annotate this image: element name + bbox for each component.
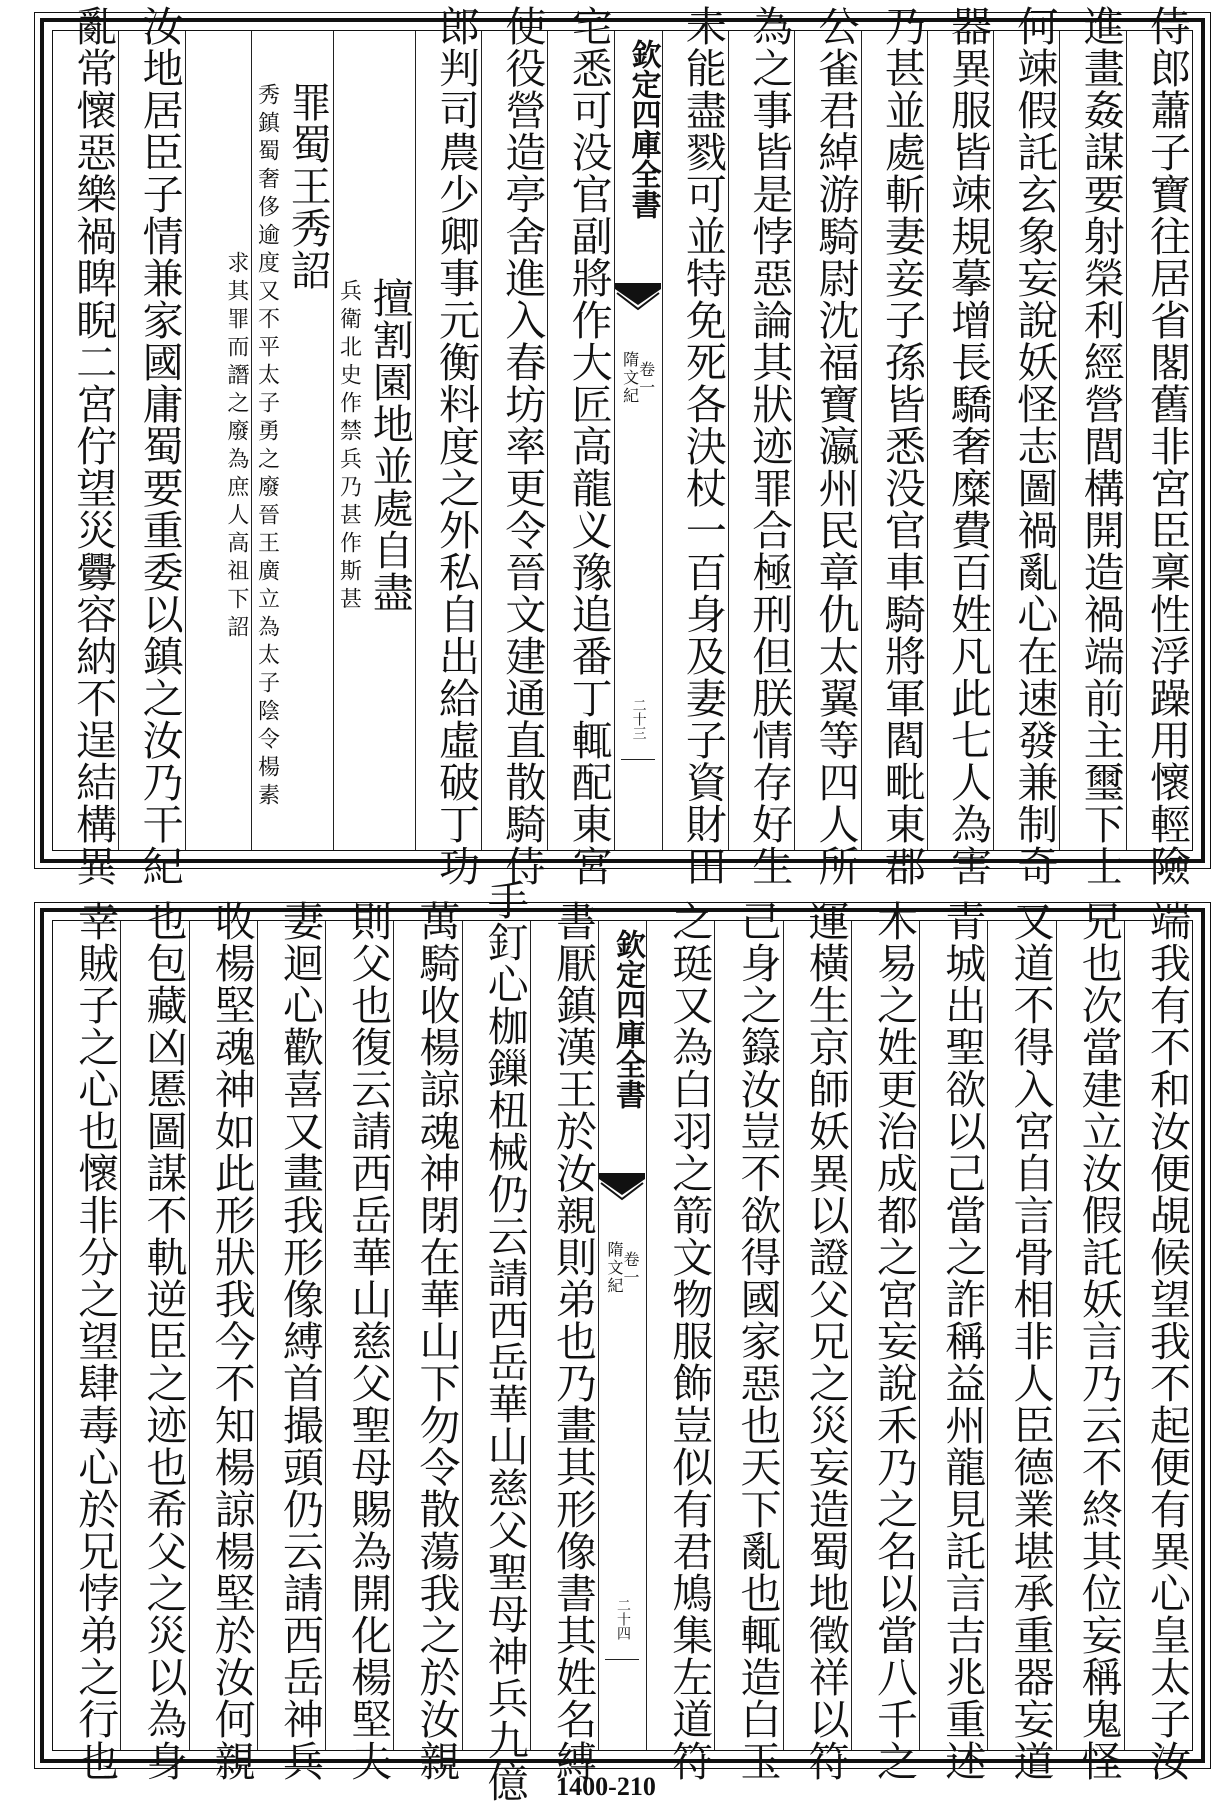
column-text: 擅割園地並處自盡 — [365, 276, 414, 613]
column-text: 乃甚並處斬妻妾子孫皆悉没官車騎將軍閻毗東郡 — [877, 4, 926, 887]
chapter-title: 隋文紀 — [605, 1241, 624, 1295]
text-column — [325, 899, 393, 1782]
volume-label: 卷一 — [621, 1251, 640, 1287]
text-column — [662, 4, 728, 887]
text-column — [1056, 899, 1124, 1782]
small-note-line: 兵衛北史作禁 — [336, 278, 362, 447]
column-text: 則父也復云請西岳華山慈父聖母賜為開化楊堅夫 — [344, 899, 393, 1782]
column-text: 使役營造亭舍進入春坊率更令晉文建通直散騎侍 — [498, 4, 547, 887]
column-text: 器異服皆竦規摹增長驕奢糜費百姓凡此七人為害 — [944, 4, 993, 887]
column-text: 端我有不和汝便覘候望我不起便有異心皇太子汝 — [1143, 899, 1191, 1782]
folio-rule — [605, 1659, 639, 1660]
text-column — [993, 4, 1059, 887]
page-panel-top — [40, 4, 1205, 887]
text-column — [481, 4, 547, 887]
column-text: 又道不得入宮自言骨相非人臣德業堪承重器妄道 — [1006, 899, 1055, 1782]
text-column — [987, 899, 1055, 1782]
column-text: 宅悉可没官副將作大匠高龍义豫追番丁輒配東宮 — [564, 4, 613, 887]
column-text: 之珽又為白羽之箭文物服飾豈似有君鳩集左道符 — [665, 899, 714, 1782]
fish-tail-mark-icon — [615, 281, 661, 321]
text-column — [547, 4, 613, 887]
column-text: 己身之籙汝豈不欲得國家惡也天下亂也輒造白玉 — [733, 899, 782, 1782]
column-text: 妻迴心歡喜又畫我形像縛首撮頭仍云請西岳神兵 — [276, 899, 324, 1782]
column-text: 侍郎蕭子寶往居省閣舊非宮臣稟性浮躁用懷輕險 — [1143, 4, 1191, 887]
text-columns-top — [52, 4, 1193, 887]
page-footer-number: 1400-210 — [556, 1772, 656, 1801]
text-column — [393, 899, 461, 1782]
text-column — [530, 899, 598, 1782]
column-text: 運橫生京師妖異以證父兄之災妄造蜀地徵祥以符 — [801, 899, 850, 1782]
interlinear-notes — [334, 279, 364, 615]
annotated-column — [251, 31, 333, 850]
column-text: 木易之姓更治成都之宮妄說禾乃之名以當八千之 — [870, 899, 918, 1782]
text-column — [189, 899, 257, 1782]
column-text: 郎判司農少卿事元衡料度之外私自出給虛破丁功 — [432, 4, 481, 887]
text-column — [118, 4, 184, 887]
text-column — [714, 899, 782, 1782]
center-fold-margin — [614, 31, 662, 850]
column-text: 萬騎收楊諒魂神閉在華山下勿令散蕩我之於汝親 — [412, 899, 461, 1782]
column-text: 也包藏凶慝圖謀不軌逆臣之迹也希父之災以為身 — [139, 899, 188, 1782]
column-text: 公雀君綽游騎尉沈福寶瀛州民章仇太翼等四人所 — [811, 4, 860, 887]
text-column — [728, 4, 794, 887]
text-column — [53, 4, 118, 887]
column-text: 為之事皆是悖惡論其狀迹罪合極刑但朕情存好生 — [745, 4, 794, 887]
small-note-line: 之廢晉王廣立為太子陰令楊素 — [254, 446, 280, 811]
small-note-line: 為庶人高祖下詔 — [223, 446, 249, 643]
column-text: 亂常懷惡樂禍睥睨二宮佇望災釁容納不逞結構異 — [69, 4, 118, 887]
text-column — [851, 899, 919, 1782]
text-column — [1059, 4, 1125, 887]
folio-rule — [621, 759, 655, 760]
folio-number: 二十四 — [615, 1598, 631, 1640]
column-text: 兄也次當建立汝假託妖言乃云不終其位妄稱鬼怪 — [1074, 899, 1123, 1782]
interlinear-notes — [221, 251, 251, 643]
text-column — [919, 899, 987, 1782]
column-text: 罪蜀王秀詔 — [283, 80, 332, 291]
text-column — [861, 4, 927, 887]
column-text: 幸賊子之心也懷非分之望肆毒心於兄悖弟之行也 — [71, 899, 120, 1782]
text-column — [53, 899, 120, 1782]
text-column — [462, 878, 530, 1803]
column-text: 汝地居臣子情兼家國庸蜀要重委以鎮之汝乃干紀 — [135, 4, 184, 887]
text-column — [1126, 4, 1192, 887]
text-column — [927, 4, 993, 887]
text-column — [415, 4, 481, 887]
small-note-line: 兵乃甚作斯甚 — [336, 446, 362, 615]
column-text: 未能盡戮可並特免死各決杖一百身及妻子資財田 — [678, 4, 727, 887]
annotated-column — [185, 31, 251, 850]
book-title: 欽定四庫全書 — [610, 929, 645, 1109]
column-text: 青城出聖欲以己當之詐稱益州龍見託言吉兆重述 — [938, 899, 987, 1782]
annotated-column — [333, 31, 415, 850]
column-text: 何竦假託玄象妄說妖怪志圖禍亂心在速發兼制奇 — [1010, 4, 1059, 887]
text-column — [1124, 899, 1192, 1782]
text-column — [120, 899, 188, 1782]
small-note-line: 秀鎮蜀奢侈逾度又不平太子勇 — [254, 82, 280, 447]
column-text: 手釘心枷鏁杻械仍云請西岳華山慈父聖母神兵九億 — [480, 878, 529, 1803]
center-fold-margin — [598, 921, 646, 1750]
text-column — [794, 4, 860, 887]
book-title: 欽定四庫全書 — [625, 39, 661, 219]
chapter-title: 隋文紀 — [620, 351, 640, 405]
column-text: 收楊堅魂神如此形狀我今不知楊諒楊堅於汝何親 — [207, 899, 256, 1782]
text-column — [783, 899, 851, 1782]
column-text: 進畫姦謀要射榮利經營閭構開造禍端前主璽下士 — [1076, 4, 1125, 887]
small-note-line: 求其罪而譖之廢 — [223, 250, 249, 447]
folio-number: 二十三 — [630, 698, 647, 740]
text-column — [646, 899, 714, 1782]
text-column — [257, 899, 325, 1782]
interlinear-notes — [252, 83, 282, 811]
volume-label: 卷一 — [636, 361, 656, 397]
column-text: 書厭鎮漢王於汝親則弟也乃畫其形像書其姓名縛 — [549, 899, 597, 1782]
fish-tail-mark-icon — [599, 1171, 645, 1211]
